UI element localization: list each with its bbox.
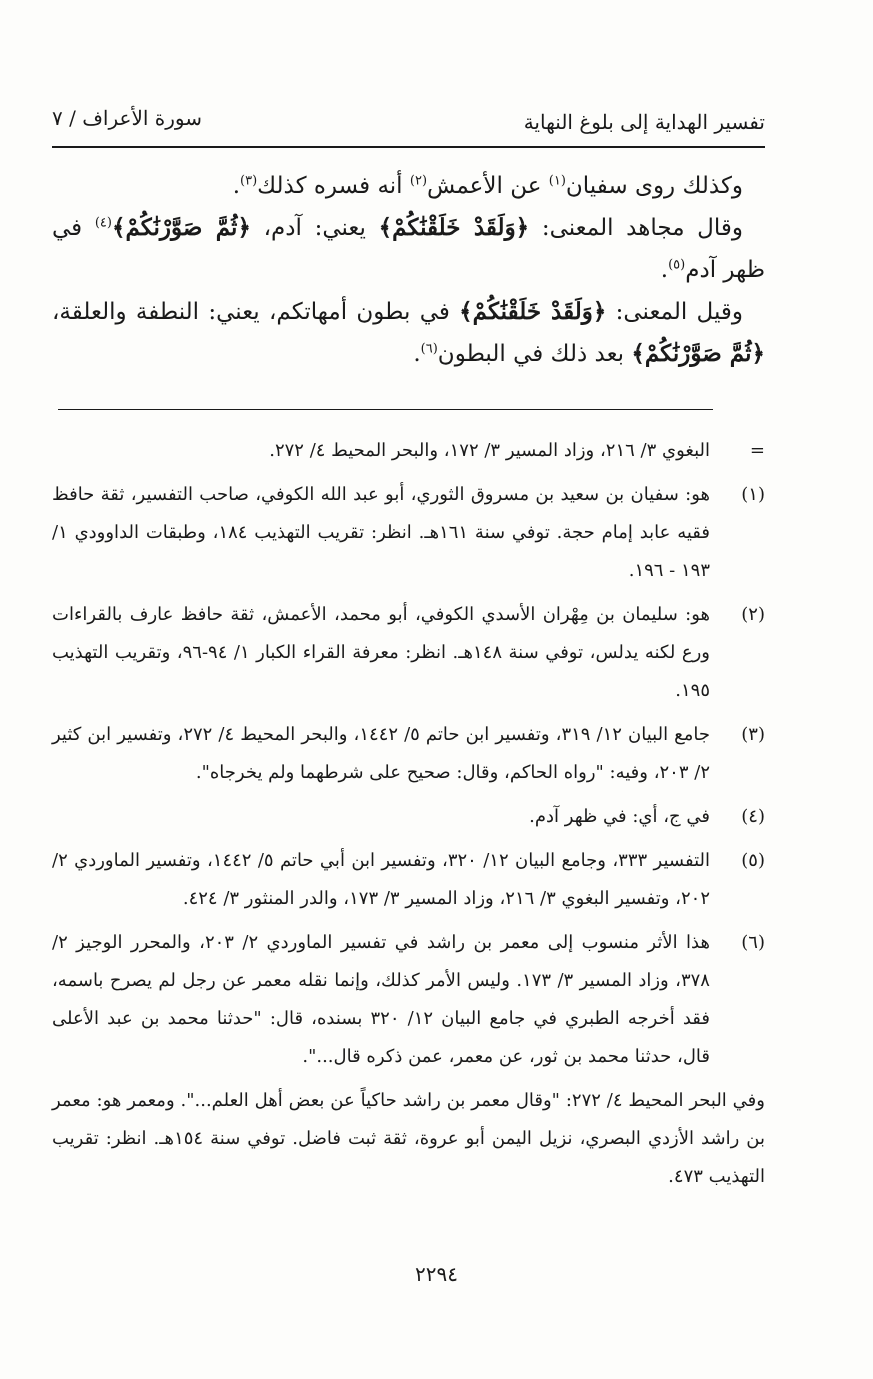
para1-text-b: عن الأعمش [427, 173, 549, 199]
footnote-ref-3: (٣) [240, 173, 258, 189]
footnote-item [52, 716, 765, 792]
surah-page-label: سورة الأعراف / ٧ [52, 106, 203, 130]
para3-text-c: بعد ذلك في البطون [437, 341, 632, 367]
footnote-6-continuation: وفي البحر المحيط ٤/ ٢٧٢: "وقال معمر بن راشد حاكياً عن بعض أهل العلم...". ومعمر هو: معمر بن راشد الأزدي البصري، نزيل اليمن أبو عروة، ثقة ثبت فاضل. توفي سنة ١٥٤هـ. انظر: تقريب التهذيب ٤٧٣. [52, 1090, 766, 1187]
footnote-ref-4: (٤) [94, 215, 112, 231]
footnote-ref-6: (٦) [420, 341, 438, 357]
footnote-continuation-text: البغوي ٣/ ٢١٦، وزاد المسير ٣/ ١٧٢، والبحر المحيط ٤/ ٢٧٢. [269, 440, 710, 461]
footnote-item [52, 798, 765, 836]
para3-text-d: . [413, 341, 421, 367]
page-number: ٢٢٩٤ [415, 1262, 458, 1286]
para3-text-a: وقيل المعنى: [606, 299, 744, 325]
footnote-ref-1: (١) [548, 173, 566, 189]
footnote-item [52, 924, 765, 1076]
footnote-item [52, 476, 765, 590]
para1-text-c: أنه فسره كذلك [257, 173, 410, 199]
footnote-number: (٢) [741, 604, 765, 625]
footnote-item [52, 596, 765, 710]
footnote-ref-2: (٢) [409, 173, 428, 189]
continuation-marker: = [749, 440, 765, 461]
quran-verse: ﴿وَلَقَدْ خَلَقْنَٰكُمْ﴾ [459, 298, 607, 325]
footnote-number: (٣) [741, 724, 765, 745]
footnote-item [52, 842, 765, 918]
main-text [52, 165, 765, 375]
footnote-text: التفسير ٣٣٣، وجامع البيان ١٢/ ٣٢٠، وتفسير ابن أبي حاتم ٥/ ١٤٤٢، وتفسير الماوردي ٢/ ٢٠٢، وتفسير البغوي ٣/ ٢١٦، وزاد المسير ٣/ ١٧٣، والدر المنثور ٣/ ٤٢٤. [52, 850, 710, 909]
header-divider [52, 146, 765, 148]
book-title: تفسير الهداية إلى بلوغ النهاية [523, 110, 765, 134]
footnotes-section [52, 432, 765, 1196]
quran-verse: ﴿ثُمَّ صَوَّرْنَٰكُمْ﴾ [111, 214, 251, 241]
footnote-text: في ج، أي: في ظهر آدم. [529, 806, 710, 827]
footnote-ref-5: (٥) [668, 257, 686, 273]
footnote-text: هو: سفيان بن سعيد بن مسروق الثوري، أبو عبد الله الكوفي، صاحب التفسير، ثقة حافظ فقيه عابد إمام حجة. توفي سنة ١٦١هـ. انظر: تقريب التهذيب ١٨٤، وطبقات الداوودي ١/ ١٩٣ - ١٩٦. [52, 484, 710, 581]
footnote-text: هو: سليمان بن مِهْران الأسدي الكوفي، أبو محمد، الأعمش، ثقة حافظ عارف بالقراءات ورع لكنه يدلس، توفي سنة ١٤٨هـ. انظر: معرفة القراء الكبار ١/ ٩٤-٩٦، وتقريب التهذيب ١٩٥. [52, 604, 710, 701]
paragraph-3 [52, 291, 765, 375]
footnote-number: (٤) [741, 806, 765, 827]
quran-verse: ﴿ثُمَّ صَوَّرْنَٰكُمْ﴾ [631, 340, 765, 367]
footnote-text: جامع البيان ١٢/ ٣١٩، وتفسير ابن حاتم ٥/ ١٤٤٢، والبحر المحيط ٤/ ٢٧٢، وتفسير ابن كثير ٢/ ٢٠٣، وفيه: "رواه الحاكم، وقال: صحيح على شرطهما ولم يخرجاه". [52, 724, 710, 783]
para3-text-b: في بطون أمهاتكم، يعني: النطفة والعلقة، [52, 299, 460, 325]
para2-text-b: يعني: آدم، [250, 215, 379, 241]
footnote-text: هذا الأثر منسوب إلى معمر بن راشد في تفسير الماوردي ٢/ ٢٠٣، والمحرر الوجيز ٢/ ٣٧٨، وزاد المسير ٣/ ١٧٣. وليس الأمر كذلك، وإنما نقله معمر عن رجل لم يصرح باسمه، فقد أخرجه الطبري في جامع البيان ١٢/ ٣٢٠ بسنده، قال: "حدثنا محمد بن عبد الأعلى قال، حدثنا محمد بن ثور، عن معمر، عمن ذكره قال...". [52, 932, 711, 1067]
para2-text-a: وقال مجاهد المعنى: [529, 215, 743, 241]
paragraph-1 [52, 165, 765, 207]
para1-text-a: وكذلك روى سفيان [565, 173, 743, 199]
paragraph-2 [52, 207, 765, 291]
footnote-number: (١) [741, 484, 765, 505]
footnote-number: (٥) [741, 850, 765, 871]
running-header [52, 104, 765, 144]
footnote-number: (٦) [741, 932, 765, 953]
footnote-continuation [52, 432, 765, 470]
para2-text-c: في ظهر آدم [52, 215, 765, 283]
quran-verse: ﴿وَلَقَدْ خَلَقْنَٰكُمْ﴾ [378, 214, 530, 241]
para2-text-d: . [660, 257, 669, 283]
footnote-divider [58, 409, 713, 410]
para1-text-d: . [232, 173, 241, 199]
